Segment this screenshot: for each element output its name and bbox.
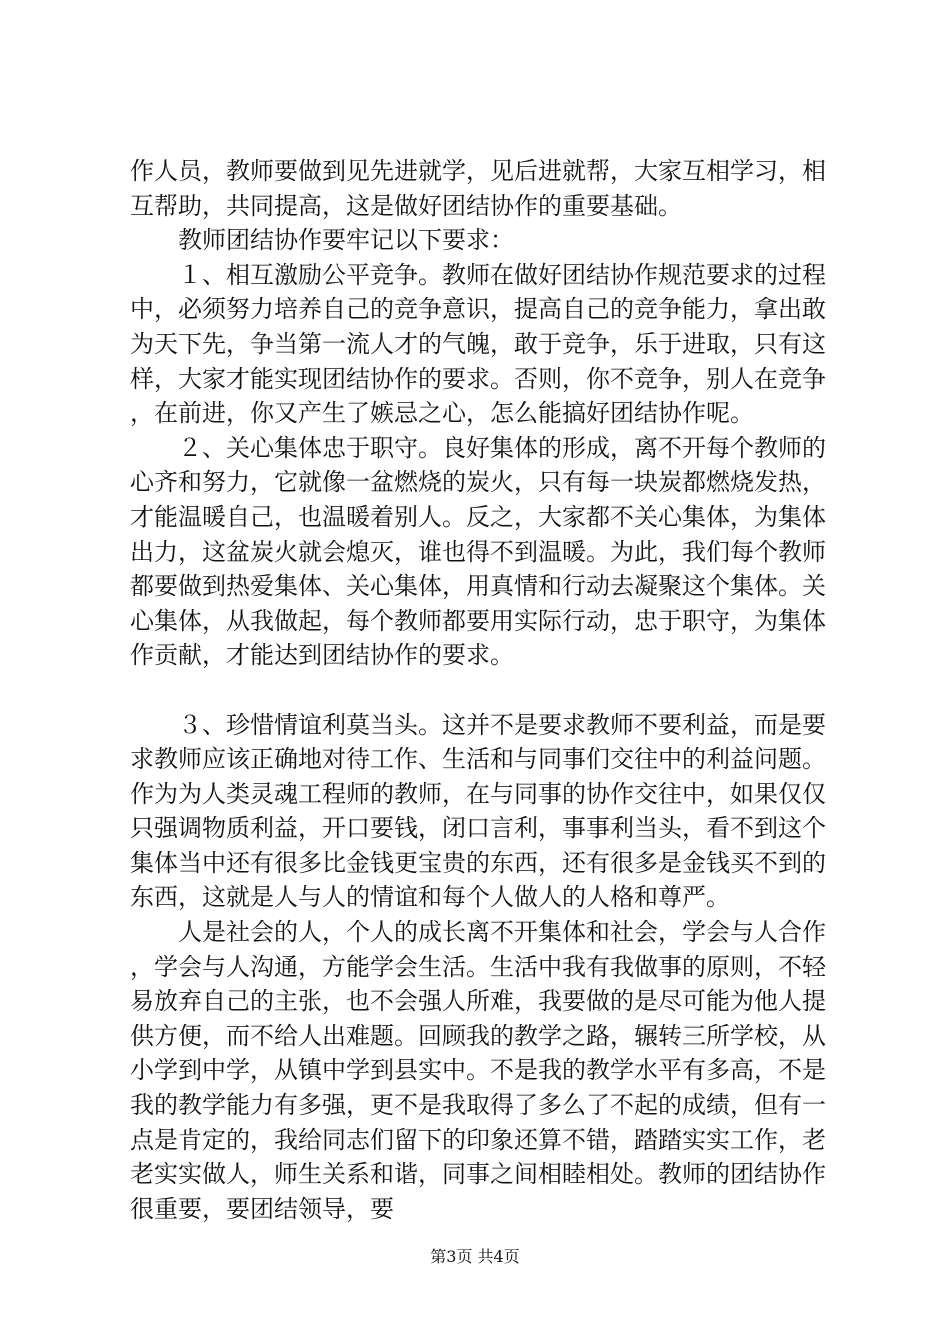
paragraph-requirements-intro: 教师团结协作要牢记以下要求： xyxy=(178,226,514,255)
document-body xyxy=(130,154,826,1226)
paragraph-requirement-3: ３、珍惜情谊利莫当头。这并不是要求教师不要利益，而是要求教师应该正确地对待工作、生活和与同事们交往中的利益问题。作为为人类灵魂工程师的教师，在与同事的协作交往中，如果仅仅只强调物质利益，开口要钱，闭口言利，事事利当头，看不到这个集体当中还有很多比金钱更宝贵的东西，还有很多是金钱买不到的东西，这就是人与人的情谊和每个人做人的人格和尊严。 xyxy=(130,710,826,912)
paragraph-requirement-2: ２、关心集体忠于职守。良好集体的形成，离不开每个教师的心齐和努力，它就像一盆燃烧的炭火，只有每一块炭都燃烧发热，才能温暖自己，也温暖着别人。反之，大家都不关心集体，为集体出力，这盆炭火就会熄灭，谁也得不到温暖。为此，我们每个教师都要做到热爱集体、关心集体，用真情和行动去凝聚这个集体。关心集体，从我做起，每个教师都要用实际行动，忠于职守，为集体作贡献，才能达到团结协作的要求。 xyxy=(130,433,826,670)
paragraph-reflection: 人是社会的人，个人的成长离不开集体和社会，学会与人合作，学会与人沟通，方能学会生活。生活中我有我做事的原则，不轻易放弃自己的主张，也不会强人所难，我要做的是尽可能为他人提供方便，而不给人出难题。回顾我的教学之路，辗转三所学校，从小学到中学，从镇中学到县实中。不是我的教学水平有多高，不是我的教学能力有多强，更不是我取得了多么了不起的成绩，但有一点是肯定的，我给同志们留下的印象还算不错，踏踏实实工作，老老实实做人，师生关系和谐，同事之间相睦相处。教师的团结协作很重要，要团结领导，要 xyxy=(130,918,826,1223)
paragraph-requirement-1: １、相互激励公平竞争。教师在做好团结协作规范要求的过程中，必须努力培养自己的竞争意识，提高自己的竞争能力，拿出敢为天下先，争当第一流人才的气魄，敢于竞争，乐于进取，只有这样，大家才能实现团结协作的要求。否则，你不竞争，别人在竞争，在前进，你又产生了嫉忌之心，怎么能搞好团结协作呢。 xyxy=(130,260,826,428)
page-number-footer: 第3页 共4页 xyxy=(430,1247,520,1266)
paragraph-spacer xyxy=(130,673,826,708)
paragraph-continuation: 作人员，教师要做到见先进就学，见后进就帮，大家互相学习，相互帮助，共同提高，这是做好团结协作的重要基础。 xyxy=(130,157,826,220)
